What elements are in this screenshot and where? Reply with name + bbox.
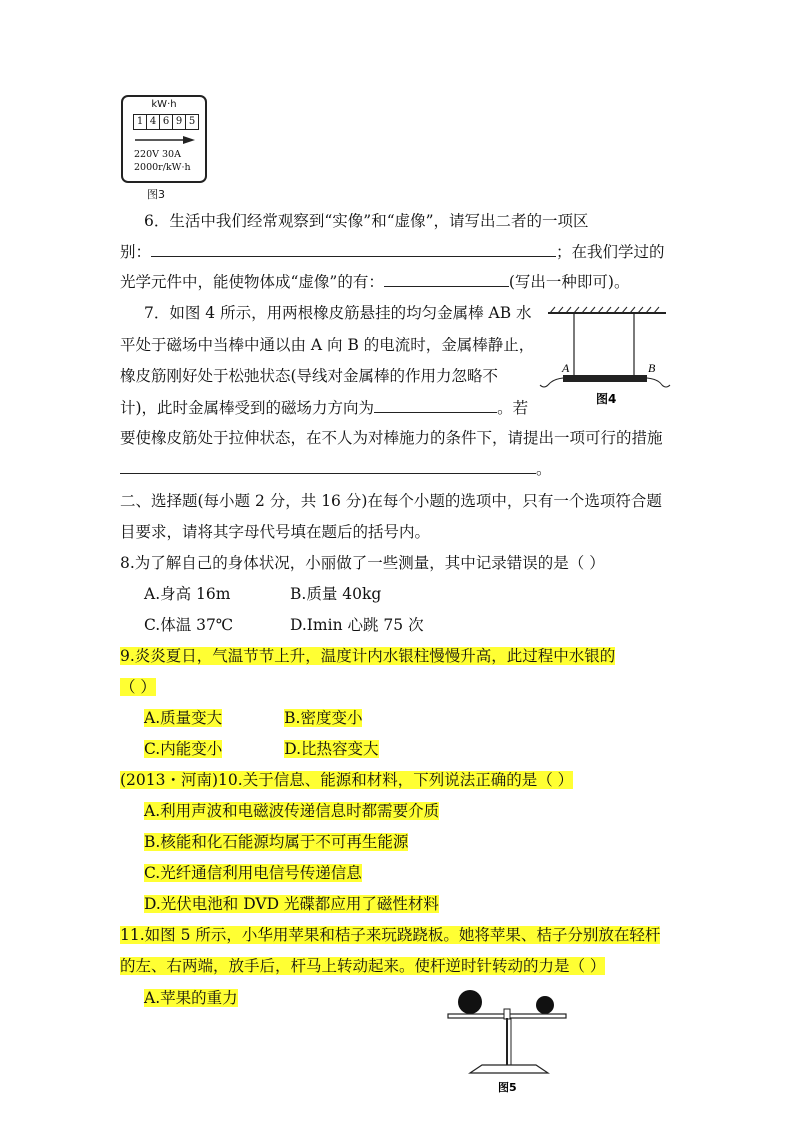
q8-option-a[interactable]: A.身高 16m bbox=[144, 585, 231, 603]
q7-line4-text: 计)，此时金属棒受到的磁场力方向为 bbox=[120, 399, 375, 417]
q9-answer-paren[interactable]: （ ） bbox=[120, 678, 156, 696]
q11-line2-text: 的左、右两端，放手后，杆马上转动起来。使杆逆时针转动的力是（ ） bbox=[120, 957, 606, 975]
q6-answer-blank-1[interactable] bbox=[151, 240, 556, 257]
q7-line6-end: 。 bbox=[536, 460, 552, 478]
q6-line1: 6．生活中我们经常观察到“实像”和“虚像”，请写出二者的一项区 bbox=[144, 212, 589, 230]
q10-option-c-row bbox=[144, 862, 362, 884]
q6-label-distinguish: 别： bbox=[120, 243, 152, 261]
figure-4-label-b: B bbox=[648, 361, 656, 375]
q9-stem bbox=[120, 645, 615, 667]
meter-arrow-icon bbox=[133, 135, 197, 145]
q6-line3 bbox=[120, 270, 629, 293]
q9-options-row2 bbox=[144, 738, 379, 760]
q9-paren bbox=[120, 676, 156, 698]
q8-option-b[interactable]: B.质量 40kg bbox=[290, 585, 382, 603]
q9-option-b[interactable]: B.密度变小 bbox=[284, 709, 363, 727]
figure-4-label-a: A bbox=[562, 361, 570, 375]
q9-option-a[interactable]: A.质量变大 bbox=[144, 709, 223, 727]
q6-line2-tail: ；在我们学过的 bbox=[556, 243, 665, 261]
q7-line2: 平处于磁场中当棒中通以由 A 向 B 的电流时，金属棒静止， bbox=[120, 336, 535, 354]
q10-option-c[interactable]: C.光纤通信利用电信号传递信息 bbox=[144, 864, 362, 882]
q8-option-d[interactable]: D.Imin 心跳 75 次 bbox=[290, 616, 424, 634]
q7-line3: 橡皮筋刚好处于松弛状态(导线对金属棒的作用力忽略不 bbox=[120, 367, 499, 385]
figure-3-caption: 图3 bbox=[147, 188, 165, 201]
meter-digit: 6 bbox=[160, 115, 173, 129]
orange-icon bbox=[536, 996, 554, 1014]
apple-icon bbox=[458, 990, 482, 1014]
q10-option-d[interactable]: D.光伏电池和 DVD 光碟都应用了磁性材料 bbox=[144, 895, 439, 913]
q7-line4 bbox=[120, 396, 528, 419]
figure-4-caption: 图4 bbox=[596, 392, 617, 406]
section-2-header-line1: 二、选择题(每小题 2 分，共 16 分)在每个小题的选项中，只有一个选项符合题 bbox=[120, 492, 662, 510]
q9-option-d[interactable]: D.比热容变大 bbox=[284, 740, 379, 758]
q11-option-a-row bbox=[144, 987, 238, 1009]
q6-line2 bbox=[120, 240, 665, 263]
figure-5-caption: 图5 bbox=[498, 1081, 517, 1094]
q7-line1: 7．如图 4 所示，用两根橡皮筋悬挂的均匀金属棒 AB 水 bbox=[144, 304, 532, 322]
electric-meter-figure bbox=[121, 95, 207, 183]
q8-stem: 8.为了解自己的身体状况，小丽做了一些测量，其中记录错误的是（ ） bbox=[120, 554, 605, 572]
q10-stem bbox=[120, 769, 573, 791]
q11-line1 bbox=[120, 924, 660, 946]
q7-answer-blank-2[interactable] bbox=[120, 457, 536, 474]
figure-4-diagram bbox=[538, 303, 673, 408]
q6-line3-text: 光学元件中，能使物体成“虚像”的有： bbox=[120, 273, 384, 291]
q10-option-a-row bbox=[144, 800, 439, 822]
figure-5-diagram bbox=[440, 985, 575, 1095]
meter-spec-revolutions: 2000r/kW·h bbox=[134, 162, 191, 173]
meter-digit: 9 bbox=[173, 115, 186, 129]
q11-option-a[interactable]: A.苹果的重力 bbox=[144, 989, 238, 1007]
q9-options-row1 bbox=[144, 707, 362, 729]
meter-digit: 1 bbox=[134, 115, 147, 129]
q10-option-b-row bbox=[144, 831, 408, 853]
meter-spec-voltage: 220V 30A bbox=[134, 149, 181, 160]
q8-option-c[interactable]: C.体温 37℃ bbox=[144, 616, 234, 634]
q11-line2 bbox=[120, 955, 605, 977]
q10-option-d-row bbox=[144, 893, 439, 915]
q11-line1-text: 11.如图 5 所示，小华用苹果和桔子来玩跷跷板。她将苹果、桔子分别放在轻杆 bbox=[120, 926, 661, 944]
q7-line5: 要使橡皮筋处于拉伸状态，在不人为对棒施力的条件下，请提出一项可行的措施 bbox=[120, 429, 663, 447]
q9-option-c[interactable]: C.内能变小 bbox=[144, 740, 223, 758]
q7-answer-blank-1[interactable] bbox=[374, 396, 497, 413]
q7-line4-tail: 。若 bbox=[497, 399, 529, 417]
q7-line6 bbox=[120, 457, 552, 480]
meter-digit: 5 bbox=[188, 116, 196, 127]
meter-unit-label: kW·h bbox=[151, 99, 177, 110]
section-2-header-line2: 目要求，请将其字母代号填在题后的括号内。 bbox=[120, 523, 431, 541]
q10-stem-text: (2013・河南)10.关于信息、能源和材料，下列说法正确的是（ ） bbox=[120, 771, 574, 789]
q10-option-b[interactable]: B.核能和化石能源均属于不可再生能源 bbox=[144, 833, 409, 851]
q6-answer-blank-2[interactable] bbox=[384, 270, 509, 287]
q10-option-a[interactable]: A.利用声波和电磁波传递信息时都需要介质 bbox=[144, 802, 440, 820]
q6-line3-tail: (写出一种即可)。 bbox=[508, 273, 630, 291]
meter-digits bbox=[133, 114, 199, 130]
meter-digit: 4 bbox=[147, 115, 160, 129]
q9-stem-text: 9.炎炎夏日，气温节节上升，温度计内水银柱慢慢升高，此过程中水银的 bbox=[120, 647, 616, 665]
